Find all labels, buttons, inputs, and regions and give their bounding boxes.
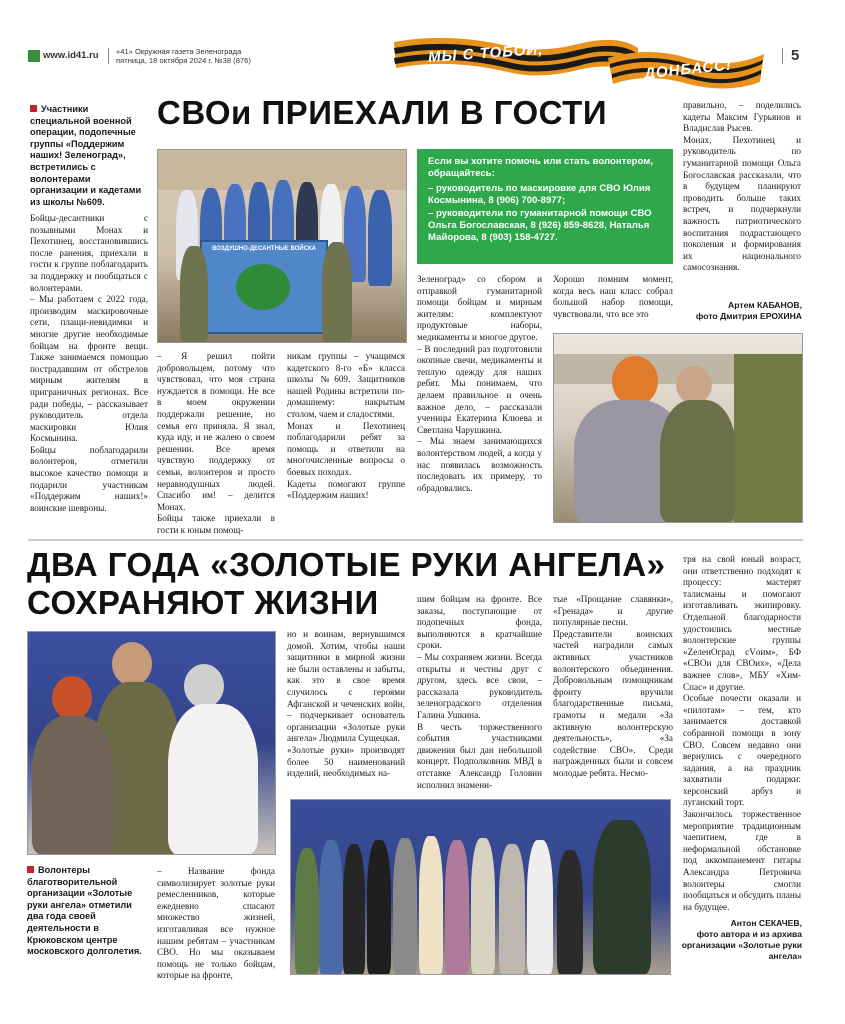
woman-head bbox=[612, 356, 658, 406]
woman-right-head bbox=[184, 664, 224, 708]
soldier bbox=[322, 242, 352, 342]
article1-col2: – Я решил пойти добровольцем, потому что чувствовал, что моя страна нуждается в помощи. Не все в моем окружении поддержали решение, но семья его приняла. Я знал, куда иду, и не жалею о своем решении. Все время чувствую поддержку от семьи, волонтеров и просто неравнодушных людей. Спасибо им! – делится Монах. Бойцы также приехали в гости к юным помощ- bbox=[157, 351, 275, 535]
logo-icon bbox=[28, 50, 40, 62]
paper-title: «41» Окружная газета Зеленограда bbox=[116, 47, 242, 56]
article2-col4: тые «Прощание славянки», «Гренада» и другие популярные песни. Представители воинских частей наградили самых активных участников волонтерского объединения. Добровольным помощникам фронту вручили благодарственные письма, грамоты и медали «За активную волонтерскую деятельность», «За содействие СВО». Среди награжденных были и совсем молодые ребята. Несмо- bbox=[553, 594, 673, 778]
article1-col3: никам группы – учащимся кадетского 8-го «Б» класса школы №609. Защитников нашей Родины встретили по-домашнему: накрытым столом, чаем и сладостями. Монах и Пехотинец поблагодарили ребят за помощь и ответили на многочисленные вопросы о боевых походах. Кадеты помогают группе «Поддержим наших! bbox=[287, 351, 405, 501]
article2-col1: – Название фонда символизирует золотые руки ремесленников, которые ежедневно спасают множество жизней, изготавливая все нужное нашим ребятам – участникам СВО. Но мы оказываем помощь не только бойцам, которые на фронте, bbox=[157, 866, 275, 981]
soldier-uniform bbox=[660, 400, 736, 522]
photo-person bbox=[368, 190, 392, 286]
article1-lead bbox=[30, 104, 148, 208]
box-title: Если вы хотите помочь или стать волонтером, обращайтесь: bbox=[428, 156, 654, 179]
article1-lead-text: Участники специальной военной операции, подопечные группы «Поддержим наших! Зеленоград», встретились с волонтерами организации и кадетами из школы №609. bbox=[30, 104, 142, 207]
photo-person bbox=[319, 840, 343, 974]
article2-col2: но и воинам, вернувшимся домой. Хотим, чтобы наши защитники в мирной жизни не были оставлены и забыты, как это в свое время случилось с героями Афганской и чеченских войн, – подчеркивает основатель организации «Золотые руки ангела» Людмила Сущецкая. «Золотые руки» производят более 50 наименований изделий, необходимых на- bbox=[287, 629, 405, 779]
paper-date: пятница, 18 октября 2024 г. №38 (876) bbox=[116, 56, 251, 65]
woman-right bbox=[168, 704, 258, 854]
woman-left-head bbox=[52, 676, 92, 720]
box-item2-text: руководители по гуманитарной помощи СВО Ольга Богославская, 8 (926) 859-8628, Наталья Майорова, 8 (903) 158-4727. bbox=[428, 208, 652, 243]
volunteer-and-soldier-photo bbox=[553, 333, 803, 523]
bullet-square-icon bbox=[27, 866, 34, 873]
bullet-square-icon bbox=[30, 105, 37, 112]
volunteer-contact-box bbox=[417, 149, 673, 264]
article2-signature: Антон СЕКАЧЕВ, фото автора и из архива организации «Золотые руки ангела» bbox=[681, 918, 802, 961]
photo-person bbox=[419, 836, 443, 974]
veteran-head bbox=[112, 642, 152, 686]
woman-left bbox=[32, 716, 114, 854]
article1-col4: Зеленоград» со сбором и отправкой гуманитарной помощи бойцам и мирным жителям: комплектуют продуктовые наборы, медикаменты и многое другое. – В последний раз подготовили окопные свечи, медикаменты и теплую одежду для наших ребят. Мы понимаем, что делаем правильное и очень важное дело, – рассказали ученицы Екатерина Клюева и Светлана Чарушкина. – Мы знаем занимающихся волонтерством людей, а когда у нас появилась возможность последовать их примеру, то обрадовались. bbox=[417, 274, 542, 493]
page-number: 5 bbox=[791, 47, 800, 64]
box-item1-text: руководитель по маскировке для СВО Юлия Космынина, 8 (906) 700-8977; bbox=[428, 183, 651, 206]
soldier bbox=[180, 246, 208, 342]
cadets-group-photo bbox=[157, 149, 407, 343]
article1-col5: Хорошо помним момент, когда весь наш класс собрал большой набор помощи, чувствовали, что все это bbox=[553, 274, 673, 319]
photo-person bbox=[557, 850, 583, 974]
vdv-banner bbox=[200, 240, 328, 334]
ribbon-text-right: ДОНБАСС! bbox=[643, 56, 733, 83]
photo-person bbox=[367, 840, 391, 974]
box-item-humanitarian: – руководители по гуманитарной помощи СВО Ольга Богославская, 8 (926) 859-8628, Наталья Майорова, 8 (903) 158-4727. bbox=[428, 208, 652, 243]
box-item-camouflage: – руководитель по маскировке для СВО Юлия Космынина, 8 (906) 700-8977; bbox=[428, 183, 651, 206]
photo-person bbox=[295, 848, 319, 974]
photo-person bbox=[393, 838, 417, 974]
article1-headline: СВОи ПРИЕХАЛИ В ГОСТИ bbox=[157, 94, 608, 131]
photo-person bbox=[445, 840, 469, 974]
volunteers-group-photo bbox=[290, 799, 671, 975]
photo-person bbox=[499, 844, 525, 974]
article1-signature: Артем КАБАНОВ, фото Дмитрия ЕРОХИНА bbox=[695, 300, 802, 321]
article1-col6: правильно, – поделились кадеты Максим Гурьянов и Владислав Рысев. Монах, Пехотинец и руководитель по гуманитарной помощи Ольга Богославская рассказали, что в будущем планируют проводить больше таких встреч, и подчеркнули важность патриотического воспитания подрастающего поколения и формирования их национального самосознания. bbox=[683, 100, 801, 273]
article-svo-guests bbox=[0, 90, 845, 535]
article2-col5: тря на свой юный возраст, они ответственно подходят к процессу: мастерят талисманы и помогают изготавливать экипировку. Отдельной благодарности удостоились местные волонтерские группы «ZеленОград сVоим», БФ «СВОи для СВОих», «Дела важнее слов», МБУ «Хим-Спас» и другие. Особые почести оказали и «пилотам» – тем, кто занимается доставкой собранной помощи в зону СВО. Совсем недавно они вернулись с очередного задания, а на праздник захватили подарки: херсонский арбуз и луганский торт. Закончилось торжественное мероприятие традиционным чаепитием, где в неформальной обстановке под аккомпанемент гитары Александра Петровича волонтеры смогли пообщаться и обсудить планы на будущее. bbox=[683, 554, 801, 912]
soldier-head bbox=[676, 366, 712, 404]
page-number-divider bbox=[782, 48, 783, 64]
article2-headline-line2: СОХРАНЯЮТ ЖИЗНИ bbox=[27, 584, 379, 621]
site-url[interactable]: www.id41.ru bbox=[43, 50, 99, 61]
ribbon-text-left: МЫ С ТОБОЙ, bbox=[427, 40, 544, 67]
photo-person bbox=[471, 838, 495, 974]
article2-caption bbox=[27, 865, 145, 958]
photo-person bbox=[343, 844, 365, 974]
masthead bbox=[0, 0, 845, 90]
article2-col3: шим бойцам на фронте. Все заказы, поступающие от подопечных фонда, выполняются в кратчайшие сроки. – Мы сохраняем жизни. Всегда открыты и честны друг с другом, здесь все свои, – рассказала руководитель зеленоградского отделения Галина Ушкина. В честь торжественного события участниками движения был дан небольшой концерт. Подполковник МВД в отставке Александр Головин исполнил знамени- bbox=[417, 594, 542, 790]
photo-person bbox=[527, 840, 553, 974]
camouflage-net bbox=[734, 354, 802, 522]
banner-text: ВОЗДУШНО-ДЕСАНТНЫЕ ВОЙСКА bbox=[212, 246, 316, 252]
article2-caption-text: Волонтеры благотворительной организации «Золотые руки ангела» отметили два года своей деятельности в Крюковском центре московского долголетия. bbox=[27, 865, 142, 957]
article-golden-hands bbox=[0, 540, 845, 1024]
masthead-divider bbox=[108, 48, 109, 64]
article1-col1: Бойцы-десантники с позывными Монах и Пехотинец, восстановившись после ранения, приехали в гости к группе поблагодарить за поддержку и пообщаться с волонтерами. – Мы работаем с 2022 года, производим маскировочные сети, плащи-невидимки и многие другие необходимые бойцам на фронте вещи. Также занимаемся помощью пострадавшим от обстрелов мирным жителям в приграничных регионах. Все ради победы, – рассказывает руководитель отдела маскировки Юлия Космынина. Бойцы поблагодарили волонтеров, отметили высокое качество помощи и подарили участникам «Поддержим наших!» воинские шевроны. bbox=[30, 213, 148, 513]
banner-emblem bbox=[236, 264, 290, 310]
veteran-and-founders-photo bbox=[27, 631, 276, 855]
article2-headline-line1: ДВА ГОДА «ЗОЛОТЫЕ РУКИ АНГЕЛА» bbox=[27, 546, 666, 583]
officer-uniform bbox=[593, 820, 651, 974]
